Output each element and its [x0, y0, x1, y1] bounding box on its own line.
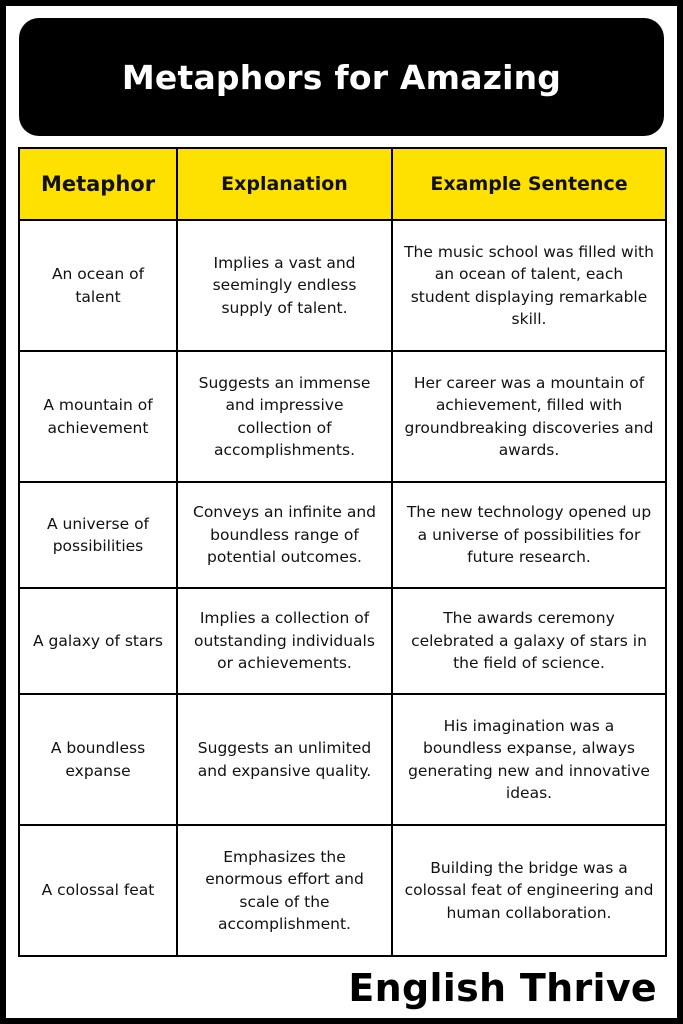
explanation-cell: Suggests an unlimited and expansive quality.: [177, 694, 392, 825]
brand-logo-text: English Thrive: [348, 966, 657, 1010]
metaphor-cell: An ocean of talent: [19, 220, 177, 351]
column-header-example-sentence: Example Sentence: [392, 148, 666, 220]
table-row: [19, 351, 666, 482]
metaphor-cell: A universe of possibilities: [19, 482, 177, 588]
metaphor-cell: A galaxy of stars: [19, 588, 177, 694]
explanation-cell: Suggests an immense and impressive collection of accomplishments.: [177, 351, 392, 482]
explanation-cell: Implies a vast and seemingly endless supply of talent.: [177, 220, 392, 351]
example-cell: His imagination was a boundless expanse, always generating new and innovative ideas.: [392, 694, 666, 825]
explanation-cell: Implies a collection of outstanding individuals or achievements.: [177, 588, 392, 694]
metaphor-cell: A colossal feat: [19, 825, 177, 956]
page-frame: [6, 6, 677, 1018]
example-cell: Building the bridge was a colossal feat of engineering and human collaboration.: [392, 825, 666, 956]
table-row: [19, 588, 666, 694]
title-banner: [19, 18, 664, 136]
explanation-cell: Conveys an infinite and boundless range of potential outcomes.: [177, 482, 392, 588]
example-cell: Her career was a mountain of achievement, filled with groundbreaking discoveries and awards.: [392, 351, 666, 482]
table-row: [19, 482, 666, 588]
example-cell: The music school was filled with an ocean of talent, each student displaying remarkable skill.: [392, 220, 666, 351]
column-header-explanation: Explanation: [177, 148, 392, 220]
example-cell: The new technology opened up a universe of possibilities for future research.: [392, 482, 666, 588]
column-header-metaphor: Metaphor: [19, 148, 177, 220]
table-header-row: [19, 148, 666, 220]
explanation-cell: Emphasizes the enormous effort and scale of the accomplishment.: [177, 825, 392, 956]
example-cell: The awards ceremony celebrated a galaxy of stars in the field of science.: [392, 588, 666, 694]
table-row: [19, 825, 666, 956]
metaphor-table: [18, 147, 667, 957]
metaphor-cell: A mountain of achievement: [19, 351, 177, 482]
table-row: [19, 220, 666, 351]
table-row: [19, 694, 666, 825]
metaphor-cell: A boundless expanse: [19, 694, 177, 825]
page-title: Metaphors for Amazing: [121, 57, 562, 97]
